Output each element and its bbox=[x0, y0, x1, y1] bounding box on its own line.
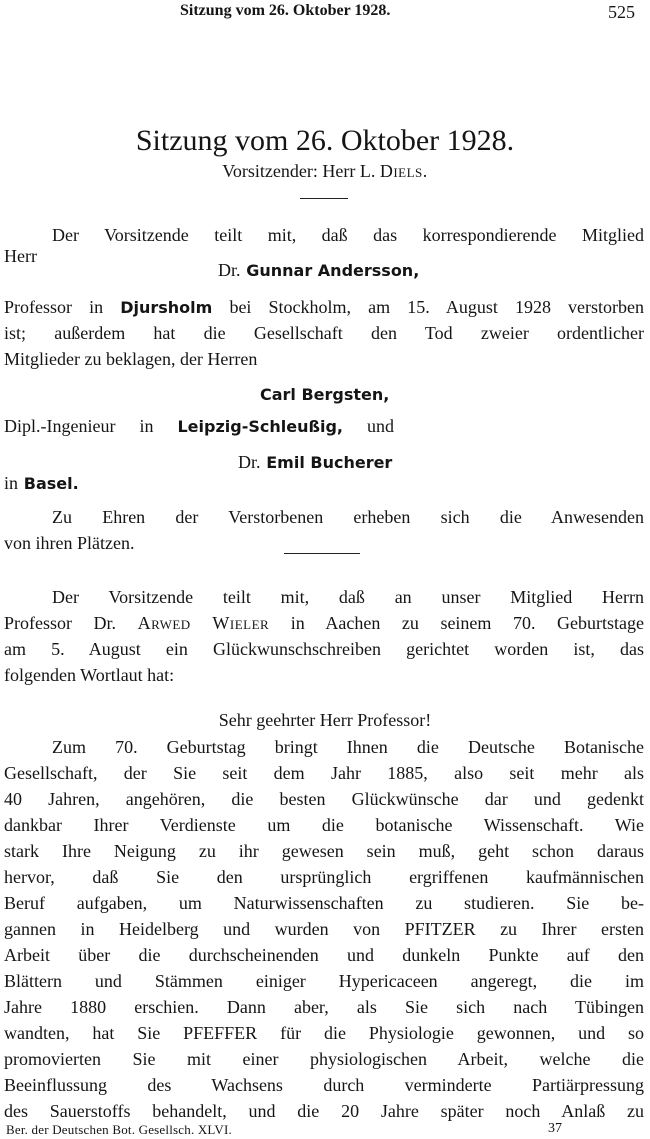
line-3-pre: Professor in bbox=[4, 297, 104, 317]
birthday-line-2 bbox=[4, 610, 644, 636]
chair-line bbox=[0, 161, 650, 182]
letter-salutation: Sehr geehrter Herr Professor! bbox=[218, 710, 432, 730]
letter-line: Gesellschaft, der Sie seit dem Jahr 1885, also seit mehr als bbox=[4, 763, 644, 783]
obituary-name-2: Carl Bergsten, bbox=[260, 385, 390, 404]
footer-journal: Ber. der Deutschen Bot. Gesellsch. XLVI. bbox=[6, 1122, 232, 1137]
running-header-title: Sitzung vom 26. Oktober 1928. bbox=[180, 2, 391, 19]
obituary-line-10: Zu Ehren der Verstorbenen erheben sich die Anwesenden bbox=[52, 507, 644, 527]
line-7-post: und bbox=[367, 416, 394, 436]
letter-line: Beruf aufgaben, um Naturwissenschaften zu studieren. Sie be- bbox=[4, 893, 644, 913]
place-leipzig: Leipzig-Schleußig, bbox=[177, 417, 343, 436]
letter-line: promovierten Sie mit einer physiologischen Arbeit, welche die bbox=[4, 1049, 644, 1069]
letter-line: Zum 70. Geburtstag bringt Ihnen die Deutsche Botanische bbox=[52, 737, 644, 757]
line-2-pre: Professor Dr. bbox=[4, 613, 117, 633]
page-title: Sitzung vom 26. Oktober 1928. bbox=[135, 124, 515, 157]
birthday-line-3: am 5. August ein Glückwunschschreiben gerichtet worden ist, das bbox=[4, 639, 644, 659]
line-3-post: bei Stockholm, am 15. August 1928 verstorben bbox=[229, 297, 644, 317]
line-9-pre: in bbox=[4, 473, 19, 493]
letter-line: Jahre 1880 erschien. Dann aber, als Sie sich nach Tübingen bbox=[4, 997, 644, 1017]
place-djursholm: Djursholm bbox=[120, 298, 213, 317]
letter-line: 40 Jahren, angehören, die besten Glückwünsche dar und gedenkt bbox=[4, 789, 644, 809]
obituary-line-3 bbox=[4, 294, 644, 320]
place-basel: Basel. bbox=[23, 474, 79, 493]
name-1: Gunnar Andersson, bbox=[246, 261, 420, 280]
section-divider bbox=[284, 553, 360, 554]
chair-name: Diels. bbox=[379, 161, 428, 181]
letter-line: hervor, daß Sie den ursprünglich ergriffenen kaufmännischen bbox=[4, 867, 644, 887]
obituary-name-3 bbox=[238, 452, 392, 473]
letter-line: stark Ihre Neigung zu ihr gewesen sein muß, geht schon daraus bbox=[4, 841, 644, 861]
line-7-pre: Dipl.-Ingenieur in bbox=[4, 416, 154, 436]
letter-line: Beeinflussung des Wachsens durch verminderte Partiärpressung bbox=[4, 1075, 644, 1095]
obituary-line-9 bbox=[4, 473, 79, 494]
birthday-line-1: Der Vorsitzende teilt mit, daß an unser Mitglied Herrn bbox=[52, 587, 644, 607]
name-1-title: Dr. bbox=[218, 260, 241, 280]
obituary-line-5: Mitglieder zu beklagen, der Herren bbox=[4, 349, 258, 369]
obituary-line-11: von ihren Plätzen. bbox=[4, 533, 135, 553]
letter-line: Arbeit über die durchscheinenden und dunkeln Punkte auf den bbox=[4, 945, 644, 965]
letter-line: Blättern und Stämmen einiger Hypericaceen angeregt, die im bbox=[4, 971, 644, 991]
obituary-line-4: ist; außerdem hat die Gesellschaft den Tod zweier ordentlicher bbox=[4, 323, 644, 343]
letter-line: dankbar Ihrer Verdienste um die botanische Wissenschaft. Wie bbox=[4, 815, 644, 835]
chair-prefix: Vorsitzender: Herr L. bbox=[222, 161, 376, 181]
letter-line: des Sauerstoffs behandelt, und die 20 Jahre später noch Anlaß zu bbox=[4, 1101, 644, 1121]
line-2-post: in Aachen zu seinem 70. Geburtstage bbox=[290, 613, 644, 633]
name-3: Emil Bucherer bbox=[266, 453, 393, 472]
obituary-name-1 bbox=[218, 260, 419, 281]
name-wieler: Arwed Wieler bbox=[137, 613, 270, 633]
page-number: 525 bbox=[608, 2, 635, 22]
letter-line: gannen in Heidelberg und wurden von PFITZER zu Ihrer ersten bbox=[4, 919, 644, 939]
obituary-line-7 bbox=[4, 416, 394, 437]
title-divider bbox=[300, 198, 348, 199]
name-3-title: Dr. bbox=[238, 452, 261, 472]
obituary-herr: Herr bbox=[4, 246, 37, 266]
footer-sheet-number: 37 bbox=[548, 1121, 562, 1136]
obituary-line-1: Der Vorsitzende teilt mit, daß das korrespondierende Mitglied bbox=[52, 225, 644, 245]
birthday-line-4: folgenden Wortlaut hat: bbox=[4, 665, 175, 685]
letter-line: wandten, hat Sie PFEFFER für die Physiologie gewonnen, und so bbox=[4, 1023, 644, 1043]
